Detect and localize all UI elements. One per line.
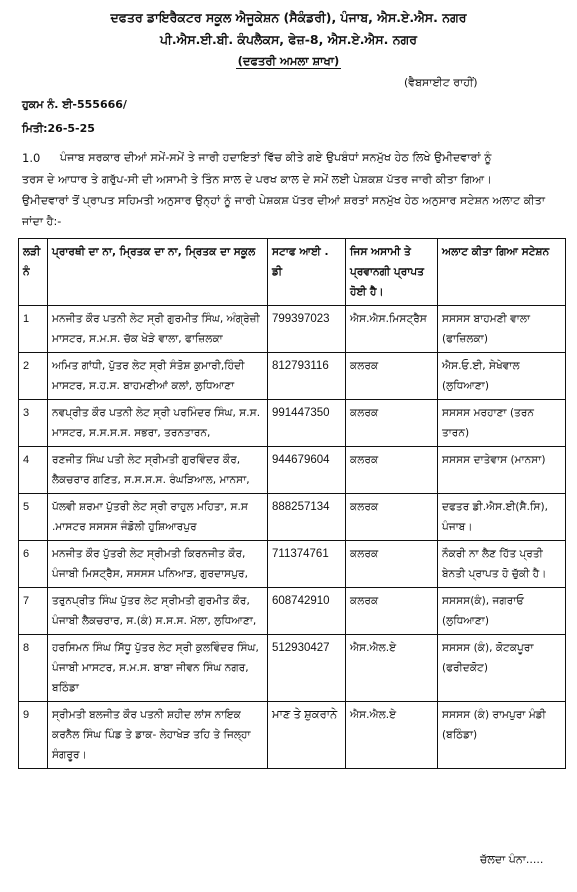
station-cell: ਨੌਕਰੀ ਨਾ ਲੈਣ ਹਿੱਤ ਪ੍ਰਤੀ ਬੇਨਤੀ ਪ੍ਰਾਪਤ ਹੋ ਚੁੱਕੀ ਹੈ। <box>438 541 566 588</box>
candidate-cell: ਮਨਜੀਤ ਕੌਰ ਪਤਨੀ ਲੇਟ ਸ੍ਰੀ ਗੁਰਮੀਤ ਸਿੰਘ, ਅੰਗ੍ਰੇਜ਼ੀ ਮਾਸਟਰ, ਸ.ਮ.ਸ. ਚੱਕ ਖੇੜੇ ਵਾਲਾ, ਫਾਜ਼ਿਲਕਾ <box>48 306 268 353</box>
paragraph-line: ਜਾਂਦਾ ਹੈ:- <box>22 215 62 228</box>
candidate-cell: ਸ੍ਰੀਮਤੀ ਬਲਜੀਤ ਕੌਰ ਪਤਨੀ ਸ਼ਹੀਦ ਲਾਂਸ ਨਾਇਕ ਕਰਨੈਲ ਸਿੰਘ ਪਿੰਡ ਤੇ ਡਾਕ- ਲੇਹਾਖੇੜ ਤਹਿ ਤੇ ਜਿਲ੍ਹਾ ਸੰਗਰੂਰ। <box>48 702 268 769</box>
staff-id-cell: 991447350 <box>268 400 346 447</box>
post-cell: ਐਸ.ਐਸ.ਮਿਸਟ੍ਰੈਸ <box>346 306 438 353</box>
branch-name <box>0 54 577 69</box>
table-row <box>19 400 566 447</box>
serial-no-cell: 8 <box>19 635 48 702</box>
serial-no-cell: 7 <box>19 588 48 635</box>
candidate-cell: ਮਨਜੀਤ ਕੌਰ ਪੁੱਤਰੀ ਲੇਟ ਸ੍ਰੀਮਤੀ ਕਿਰਨਜੀਤ ਕੌਰ, ਪੰਜਾਬੀ ਮਿਸਟ੍ਰੈਸ, ਸਸਸਸ ਪਨਿਆੜ, ਗੁਰਦਾਸਪੁਰ, <box>48 541 268 588</box>
office-title: ਦਫਤਰ ਡਾਇਰੈਕਟਰ ਸਕੂਲ ਐਜੂਕੇਸ਼ਨ (ਸੈਕੰਡਰੀ), ਪੰਜਾਬ, ਐਸ.ਏ.ਐਸ. ਨਗਰ <box>110 10 467 25</box>
table-row <box>19 635 566 702</box>
station-cell: ਸਸਸਸ (ਕੰ), ਕੋਟਕਪੂਰਾ (ਫਰੀਦਕੋਟ) <box>438 635 566 702</box>
station-cell: ਸਸਸਸ ਮਰਹਾਣਾ (ਤਰਨ ਤਾਰਨ) <box>438 400 566 447</box>
order-number: ਹੁਕਮ ਨੰ. ਈ-555666/ <box>22 98 127 111</box>
branch-name-text: (ਦਫਤਰੀ ਅਮਲਾ ਸ਼ਾਖਾ) <box>237 54 340 68</box>
via-website-note: (ਵੈਬਸਾਈਟ ਰਾਹੀਂ) <box>404 76 478 89</box>
post-cell: ਐਸ.ਐਲ.ਏ <box>346 702 438 769</box>
order-date: ਮਿਤੀ:26-5-25 <box>22 122 95 135</box>
table-row <box>19 541 566 588</box>
paragraph-line: ਉਮੀਦਵਾਰਾਂ ਤੋਂ ਪ੍ਰਾਪਤ ਸਹਿਮਤੀ ਅਨੁਸਾਰ ਉਨ੍ਹਾਂ ਨੂੰ ਜਾਰੀ ਪੇਸ਼ਕਸ਼ ਪੱਤਰ ਦੀਆਂ ਸ਼ਰਤਾਂ ਸਨਮੁੱਖ ਹੇਠ ਅਨੁਸਾਰ ਸਟੇਸ਼ਨ ਅਲਾਟ ਕੀਤਾ <box>22 194 546 207</box>
serial-no-cell: 2 <box>19 353 48 400</box>
header-staff-id: ਸਟਾਫ ਆਈ . ਡੀ <box>268 239 346 306</box>
station-cell: ਐਸ.ਓ.ਈ, ਸੇਖੇਵਾਲ (ਲੁਧਿਆਣਾ) <box>438 353 566 400</box>
table-row <box>19 494 566 541</box>
office-address: ਪੀ.ਐਸ.ਈ.ਬੀ. ਕੰਪਲੈਕਸ, ਫੇਜ਼-8, ਐਸ.ਏ.ਐਸ. ਨਗਰ <box>160 32 417 47</box>
paragraph-line: ਪੰਜਾਬ ਸਰਕਾਰ ਦੀਆਂ ਸਮੇਂ-ਸਮੇਂ ਤੇ ਜਾਰੀ ਹਦਾਇਤਾਂ ਵਿੱਚ ਕੀਤੇ ਗਏ ਉਪਬੰਧਾਂ ਸਨਮੁੱਖ ਹੇਠ ਲਿਖੇ ਉਮੀਦਵਾਰਾਂ ਨੂੰ <box>60 151 492 164</box>
station-cell: ਸਸਸਸ(ਕੰ), ਜਗਰਾਓ (ਲੁਧਿਆਣਾ) <box>438 588 566 635</box>
candidate-cell: ਨਵਪ੍ਰੀਤ ਕੌਰ ਪਤਨੀ ਲੇਟ ਸ੍ਰੀ ਪਰਮਿੰਦਰ ਸਿੰਘ, ਸ.ਸ. ਮਾਸਟਰ, ਸ.ਸ.ਸ.ਸ. ਸਭਰਾ, ਤਰਨਤਾਰਨ, <box>48 400 268 447</box>
post-cell: ਐਸ.ਐਲ.ਏ <box>346 635 438 702</box>
post-cell: ਕਲਰਕ <box>346 447 438 494</box>
serial-no-cell: 1 <box>19 306 48 353</box>
post-cell: ਕਲਰਕ <box>346 494 438 541</box>
staff-id-cell: 512930427 <box>268 635 346 702</box>
post-cell: ਕਲਰਕ <box>346 353 438 400</box>
staff-id-cell: 608742910 <box>268 588 346 635</box>
header-serial-no: ਲੜੀ ਨੰ <box>19 239 48 306</box>
station-cell: ਸਸਸਸ (ਕੰ) ਰਾਮਪੁਰਾ ਮੰਡੀ (ਬਠਿੰਡਾ) <box>438 702 566 769</box>
serial-no-cell: 4 <box>19 447 48 494</box>
table-row <box>19 353 566 400</box>
serial-no-cell: 5 <box>19 494 48 541</box>
staff-id-cell: 944679604 <box>268 447 346 494</box>
table-row <box>19 588 566 635</box>
staff-id-cell: 799397023 <box>268 306 346 353</box>
candidate-cell: ਰਣਜੀਤ ਸਿੰਘ ਪਤੀ ਲੇਟ ਸ੍ਰੀਮਤੀ ਗੁਰਵਿੰਦਰ ਕੌਰ, ਲੈਕਚਰਾਰ ਗਣਿਤ, ਸ.ਸ.ਸ.ਸ. ਰੰਘੜਿਆਲ, ਮਾਨਸਾ, <box>48 447 268 494</box>
staff-id-cell: 812793116 <box>268 353 346 400</box>
table-row <box>19 702 566 769</box>
staff-id-cell: ਮਾਣ ਤੇ ਸ਼ੁਕਰਾਨੇ <box>268 702 346 769</box>
staff-id-cell: 888257134 <box>268 494 346 541</box>
table-row <box>19 306 566 353</box>
candidate-cell: ਹਰਸਿਮਨ ਸਿੰਘ ਸਿੱਧੂ ਪੁੱਤਰ ਲੇਟ ਸ੍ਰੀ ਕੁਲਵਿੰਦਰ ਸਿੰਘ, ਪੰਜਾਬੀ ਮਾਸਟਰ, ਸ.ਮ.ਸ. ਬਾਬਾ ਜੀਵਨ ਸਿੰਘ ਨਗਰ, ਬਠਿੰਡਾ <box>48 635 268 702</box>
table-row <box>19 447 566 494</box>
header-candidate: ਪ੍ਰਾਰਥੀ ਦਾ ਨਾ, ਮ੍ਰਿਤਕ ਦਾ ਨਾ, ਮ੍ਰਿਤਕ ਦਾ ਸਕੂਲ <box>48 239 268 306</box>
serial-no-cell: 6 <box>19 541 48 588</box>
station-cell: ਸਸਸਸ ਦਾਤੇਵਾਸ (ਮਾਨਸਾ) <box>438 447 566 494</box>
candidate-cell: ਅਮਿਤ ਗਾਂਧੀ, ਪੁੱਤਰ ਲੇਟ ਸ੍ਰੀ ਸੰਤੋਸ਼ ਕੁਮਾਰੀ,ਹਿੰਦੀ ਮਾਸਟਰ, ਸ.ਹ.ਸ. ਬਾਹਮਣੀਆਂ ਕਲਾਂ, ਲੁਧਿਆਣਾ <box>48 353 268 400</box>
serial-no-cell: 3 <box>19 400 48 447</box>
header-post: ਜਿਸ ਅਸਾਮੀ ਤੇ ਪ੍ਰਵਾਨਗੀ ਪ੍ਰਾਪਤ ਹੋਈ ਹੈ। <box>346 239 438 306</box>
paragraph-number: 1.0 <box>22 151 41 165</box>
table-header-row <box>19 239 566 306</box>
post-cell: ਕਲਰਕ <box>346 400 438 447</box>
table-body <box>19 306 566 769</box>
header-station: ਅਲਾਟ ਕੀਤਾ ਗਿਆ ਸਟੇਸ਼ਨ <box>438 239 566 306</box>
post-cell: ਕਲਰਕ <box>346 588 438 635</box>
serial-no-cell: 9 <box>19 702 48 769</box>
continued-note: ਚੱਲਦਾ ਪੰਨਾ..... <box>480 853 544 866</box>
station-cell: ਸਸਸਸ ਬਾਹਮਣੀ ਵਾਲਾ (ਫਾਜ਼ਿਲਕਾ) <box>438 306 566 353</box>
station-cell: ਦਫਤਰ ਡੀ.ਐਸ.ਈ(ਸੈ.ਸਿ), ਪੰਜਾਬ। <box>438 494 566 541</box>
candidate-cell: ਤਰੁਨਪ੍ਰੀਤ ਸਿੰਘ ਪੁੱਤਰ ਲੇਟ ਸ੍ਰੀਮਤੀ ਗੁਰਮੀਤ ਕੌਰ, ਪੰਜਾਬੀ ਲੈਕਚਰਾਰ, ਸ.(ਕੰ) ਸ.ਸ.ਸ. ਮੱਲਾ, ਲੁਧਿਆਣਾ, <box>48 588 268 635</box>
staff-id-cell: 711374761 <box>268 541 346 588</box>
paragraph-line: ਤਰਸ ਦੇ ਆਧਾਰ ਤੇ ਗਰੁੱਪ-ਸੀ ਦੀ ਅਸਾਮੀ ਤੇ ਤਿੰਨ ਸਾਲ ਦੇ ਪਰਖ ਕਾਲ ਦੇ ਸਮੇਂ ਲਈ ਪੇਸ਼ਕਸ਼ ਪੱਤਰ ਜਾਰੀ ਕੀਤਾ ਗਿਆ। <box>22 173 492 186</box>
post-cell: ਕਲਰਕ <box>346 541 438 588</box>
allotment-table <box>18 238 566 769</box>
candidate-cell: ਪੱਲਵੀ ਸ਼ਰਮਾ ਪੁੱਤਰੀ ਲੇਟ ਸ੍ਰੀ ਰਾਹੁਲ ਮਹਿਤਾ, ਸ.ਸ .ਮਾਸਟਰ ਸਸਸਸ ਜੰਡੋਲੀ ਹੁਸ਼ਿਆਰਪੁਰ <box>48 494 268 541</box>
